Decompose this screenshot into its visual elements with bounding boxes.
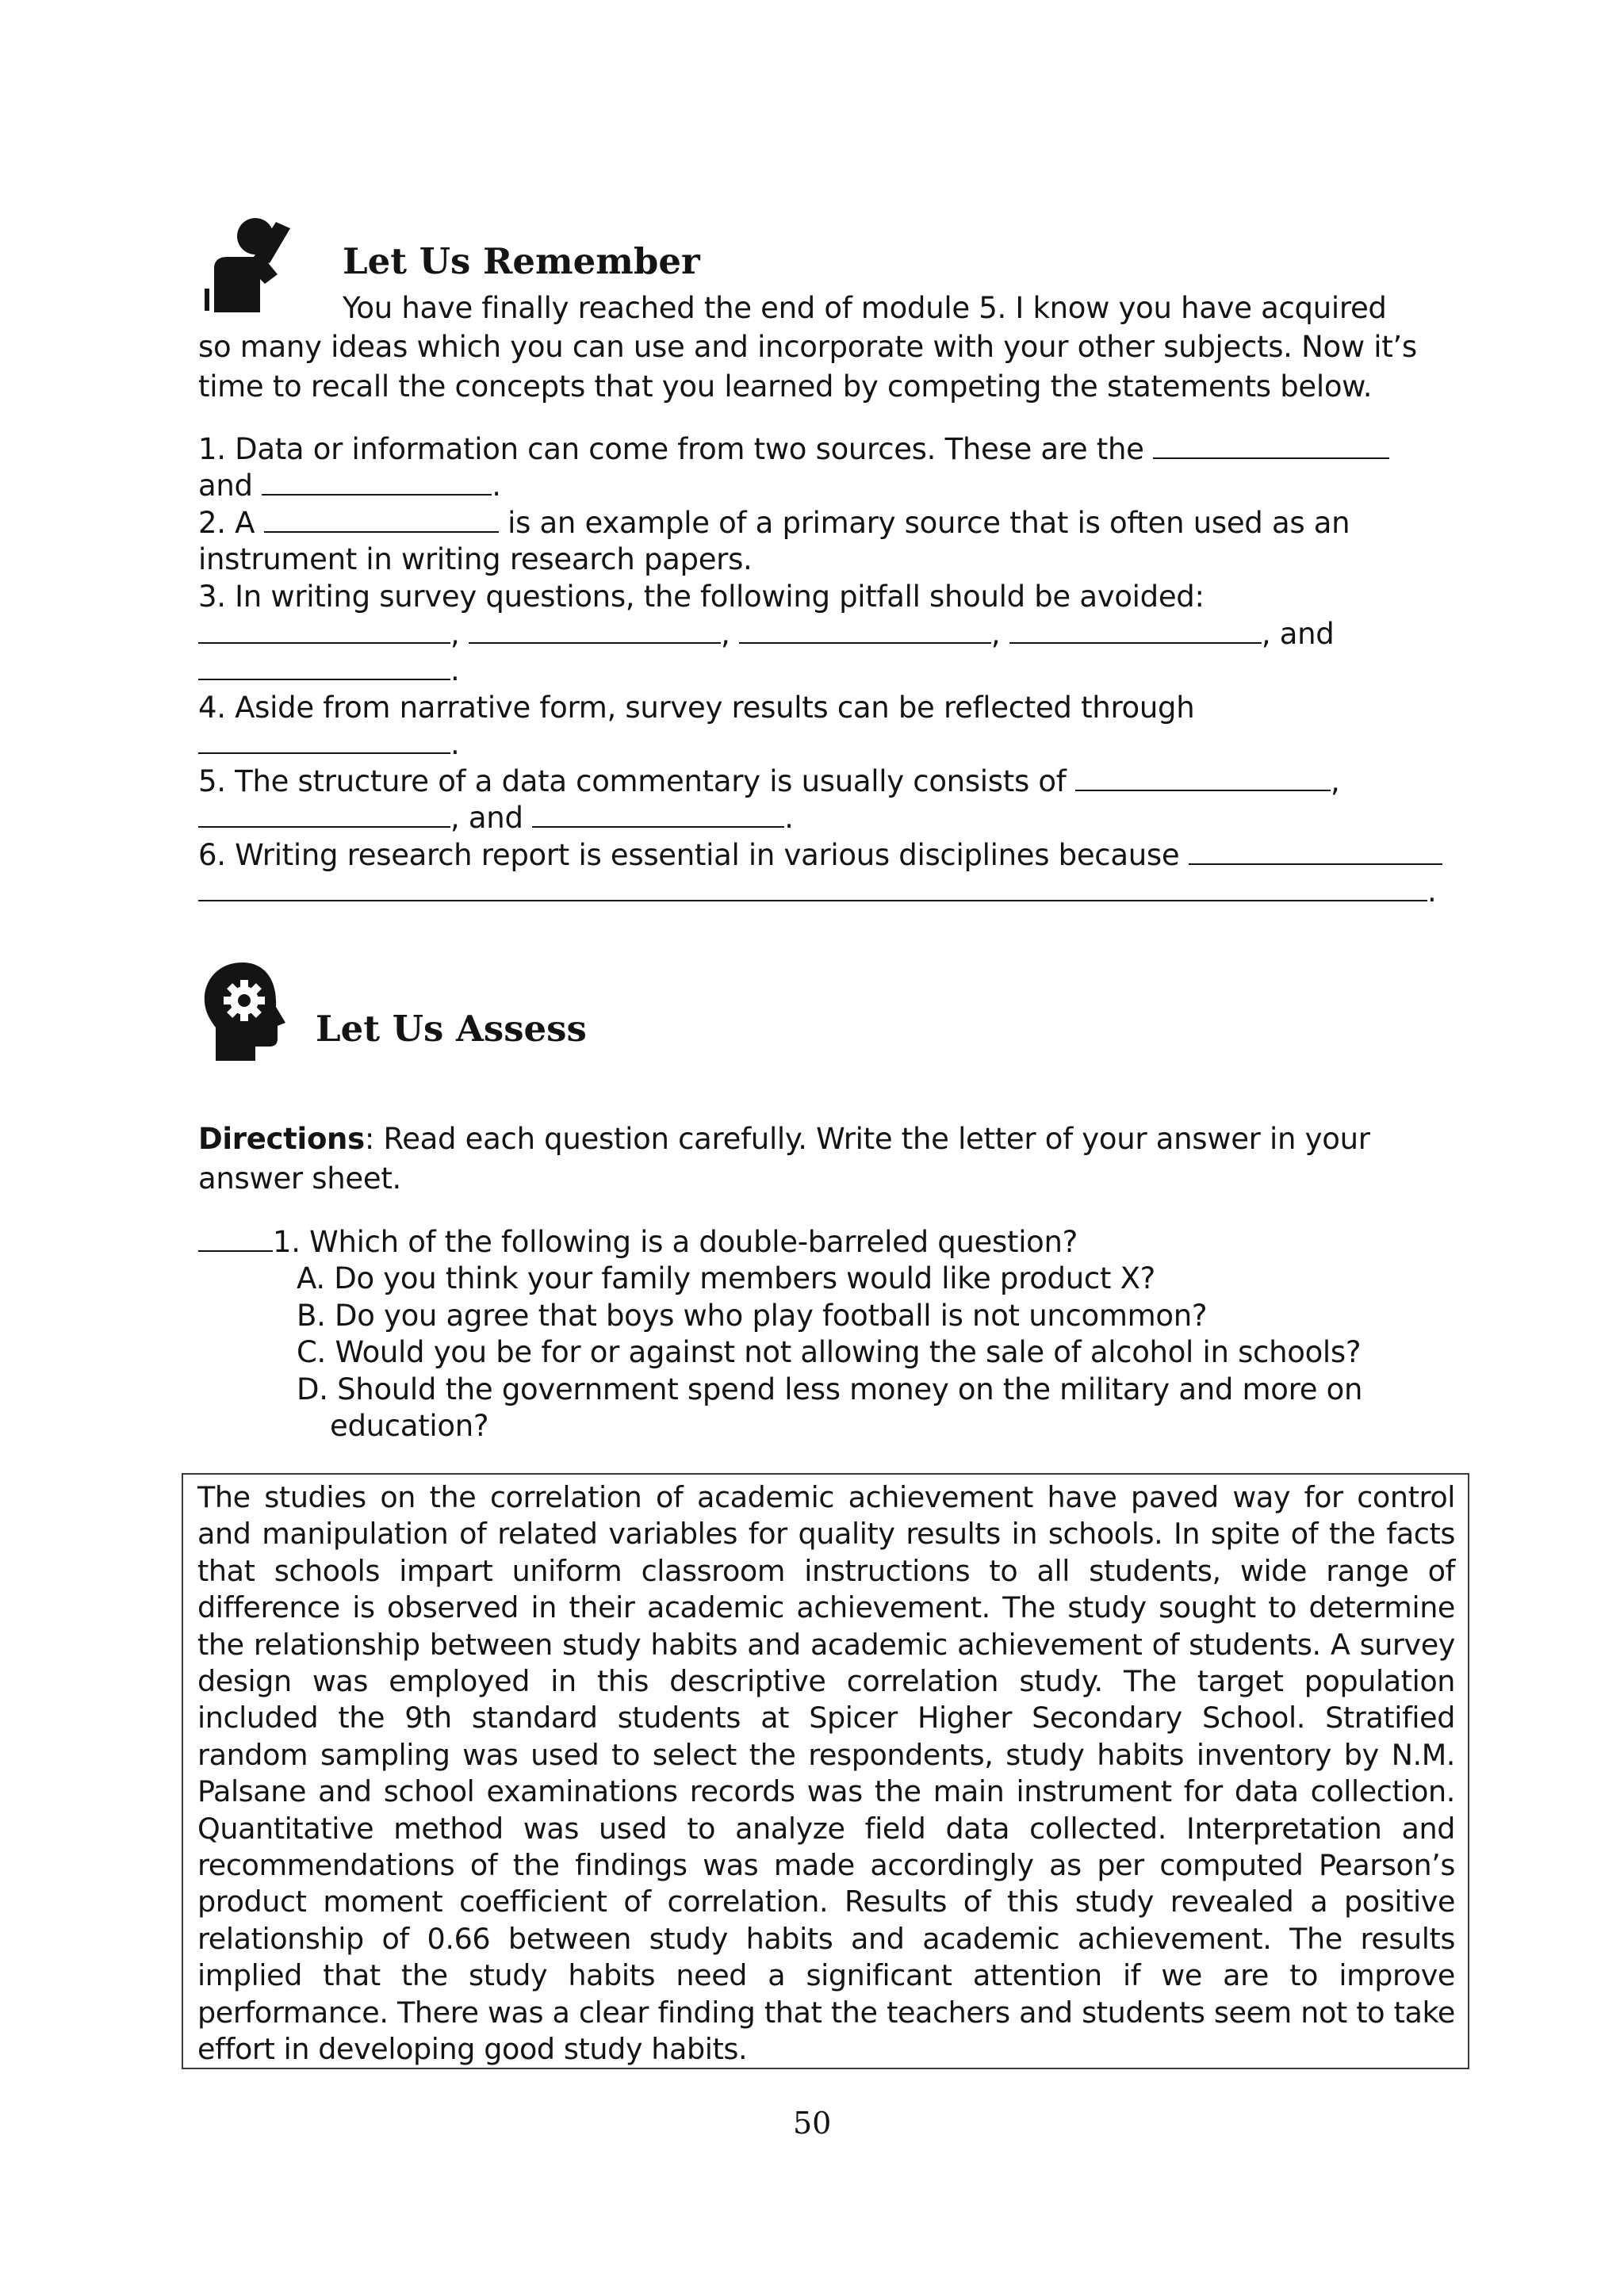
- item-3-line-2: [198, 616, 1334, 652]
- item-2-line-1: [198, 505, 1350, 541]
- comma: ,: [990, 617, 1001, 651]
- answer-blank[interactable]: [198, 1226, 273, 1252]
- and-text: , and: [1261, 617, 1335, 651]
- item-6-text: 6. Writing research report is essential in various disciplines because: [198, 838, 1180, 872]
- option-b[interactable]: B. Do you agree that boys who play football is not uncommon?: [297, 1299, 1208, 1333]
- answer-blank[interactable]: [198, 618, 450, 644]
- item-2-prefix: 2. A: [198, 506, 255, 540]
- answer-blank[interactable]: [198, 802, 450, 828]
- answer-blank[interactable]: [1153, 434, 1389, 459]
- option-a[interactable]: A. Do you think your family members would like product X?: [297, 1261, 1155, 1295]
- period: .: [450, 727, 460, 761]
- comma: ,: [1330, 764, 1340, 798]
- item-1-text: 1. Data or information can come from two sources. These are the: [198, 432, 1144, 466]
- item-5-line-1: [198, 763, 1339, 800]
- item-4-line-1: 4. Aside from narrative form, survey results can be reflected through: [198, 691, 1195, 725]
- item-6-line-2: [198, 874, 1436, 910]
- item-1-line-1: [198, 431, 1389, 468]
- comma: ,: [720, 617, 730, 651]
- section-title-remember: Let Us Remember: [343, 240, 700, 282]
- item-1-and: and: [198, 469, 253, 503]
- answer-blank[interactable]: [1009, 618, 1262, 644]
- question-1: [198, 1224, 1078, 1261]
- answer-blank[interactable]: [1189, 840, 1442, 865]
- answer-blank[interactable]: [198, 876, 1427, 901]
- page-number: 50: [793, 2106, 832, 2141]
- answer-blank[interactable]: [739, 618, 991, 644]
- item-2-text: is an example of a primary source that is often used as an: [508, 506, 1350, 540]
- option-d[interactable]: D. Should the government spend less money on the military and more on: [297, 1372, 1363, 1406]
- intro-line-2: so many ideas which you can use and incorporate with your other subjects. Now it’s: [198, 330, 1417, 364]
- answer-blank[interactable]: [198, 655, 450, 680]
- thinking-person-icon: [198, 216, 316, 312]
- item-1-line-2: [198, 468, 501, 504]
- option-c[interactable]: C. Would you be for or against not allowing the sale of alcohol in schools?: [297, 1335, 1362, 1369]
- item-3-line-3: [198, 652, 459, 689]
- intro-line-3: time to recall the concepts that you learned by competing the statements below.: [198, 369, 1373, 404]
- comma: ,: [450, 617, 460, 651]
- answer-blank[interactable]: [262, 470, 492, 496]
- answer-blank[interactable]: [532, 802, 784, 828]
- item-3-line-1: 3. In writing survey questions, the following pitfall should be avoided:: [198, 580, 1205, 614]
- directions: [198, 1121, 1370, 1158]
- directions-label: Directions: [198, 1122, 365, 1156]
- item-5-text: 5. The structure of a data commentary is usually consists of: [198, 764, 1067, 798]
- item-6-line-1: [198, 837, 1442, 874]
- period: .: [1427, 874, 1437, 909]
- section-title-assess: Let Us Assess: [316, 1008, 587, 1050]
- head-gear-icon: [200, 959, 289, 1064]
- directions-text: : Read each question carefully. Write the letter of your answer in your: [364, 1122, 1370, 1156]
- directions-line-2: answer sheet.: [198, 1161, 402, 1196]
- passage-box: [182, 1473, 1469, 2069]
- period: .: [492, 469, 501, 503]
- intro-line-1: You have finally reached the end of module 5. I know you have acquired: [343, 291, 1387, 325]
- option-d-continued: education?: [330, 1409, 489, 1443]
- answer-blank[interactable]: [1075, 766, 1331, 791]
- question-1-text: 1. Which of the following is a double-barreled question?: [273, 1225, 1078, 1259]
- item-5-line-2: [198, 800, 794, 836]
- item-2-line-2: instrument in writing research papers.: [198, 542, 753, 576]
- period: .: [450, 653, 460, 687]
- answer-blank[interactable]: [198, 729, 450, 754]
- answer-blank[interactable]: [264, 507, 499, 533]
- period: .: [784, 801, 794, 835]
- passage-text: The studies on the correlation of academic achievement have paved way for control and manipulation of related variables for quality results in schools. In spite of the facts that schools impart uniform classroom instructions to all students, wide range of difference is observed in their academic achievement. The study sought to determine the relationship between study habits and academic achievement of students. A survey design was employed in this descriptive correlation study. The target population included the 9th standard students at Spicer Higher Secondary School. Stratified random sampling was used to select the respondents, study habits inventory by N.M. Palsane and school examinations records was the main instrument for data collection. Quantitative method was used to analyze field data collected. Interpretation and recommendations of the findings was made accordingly as per computed Pearson’s product moment coefficient of correlation. Results of this study revealed a positive relationship of 0.66 between study habits and academic achievement. The results implied that the study habits need a significant attention if we are to improve performance. There was a clear finding that the teachers and students seem not to take effort in developing good study habits.: [197, 1480, 1455, 2067]
- item-4-line-2: [198, 726, 459, 763]
- and-text: , and: [450, 801, 523, 835]
- answer-blank[interactable]: [469, 618, 721, 644]
